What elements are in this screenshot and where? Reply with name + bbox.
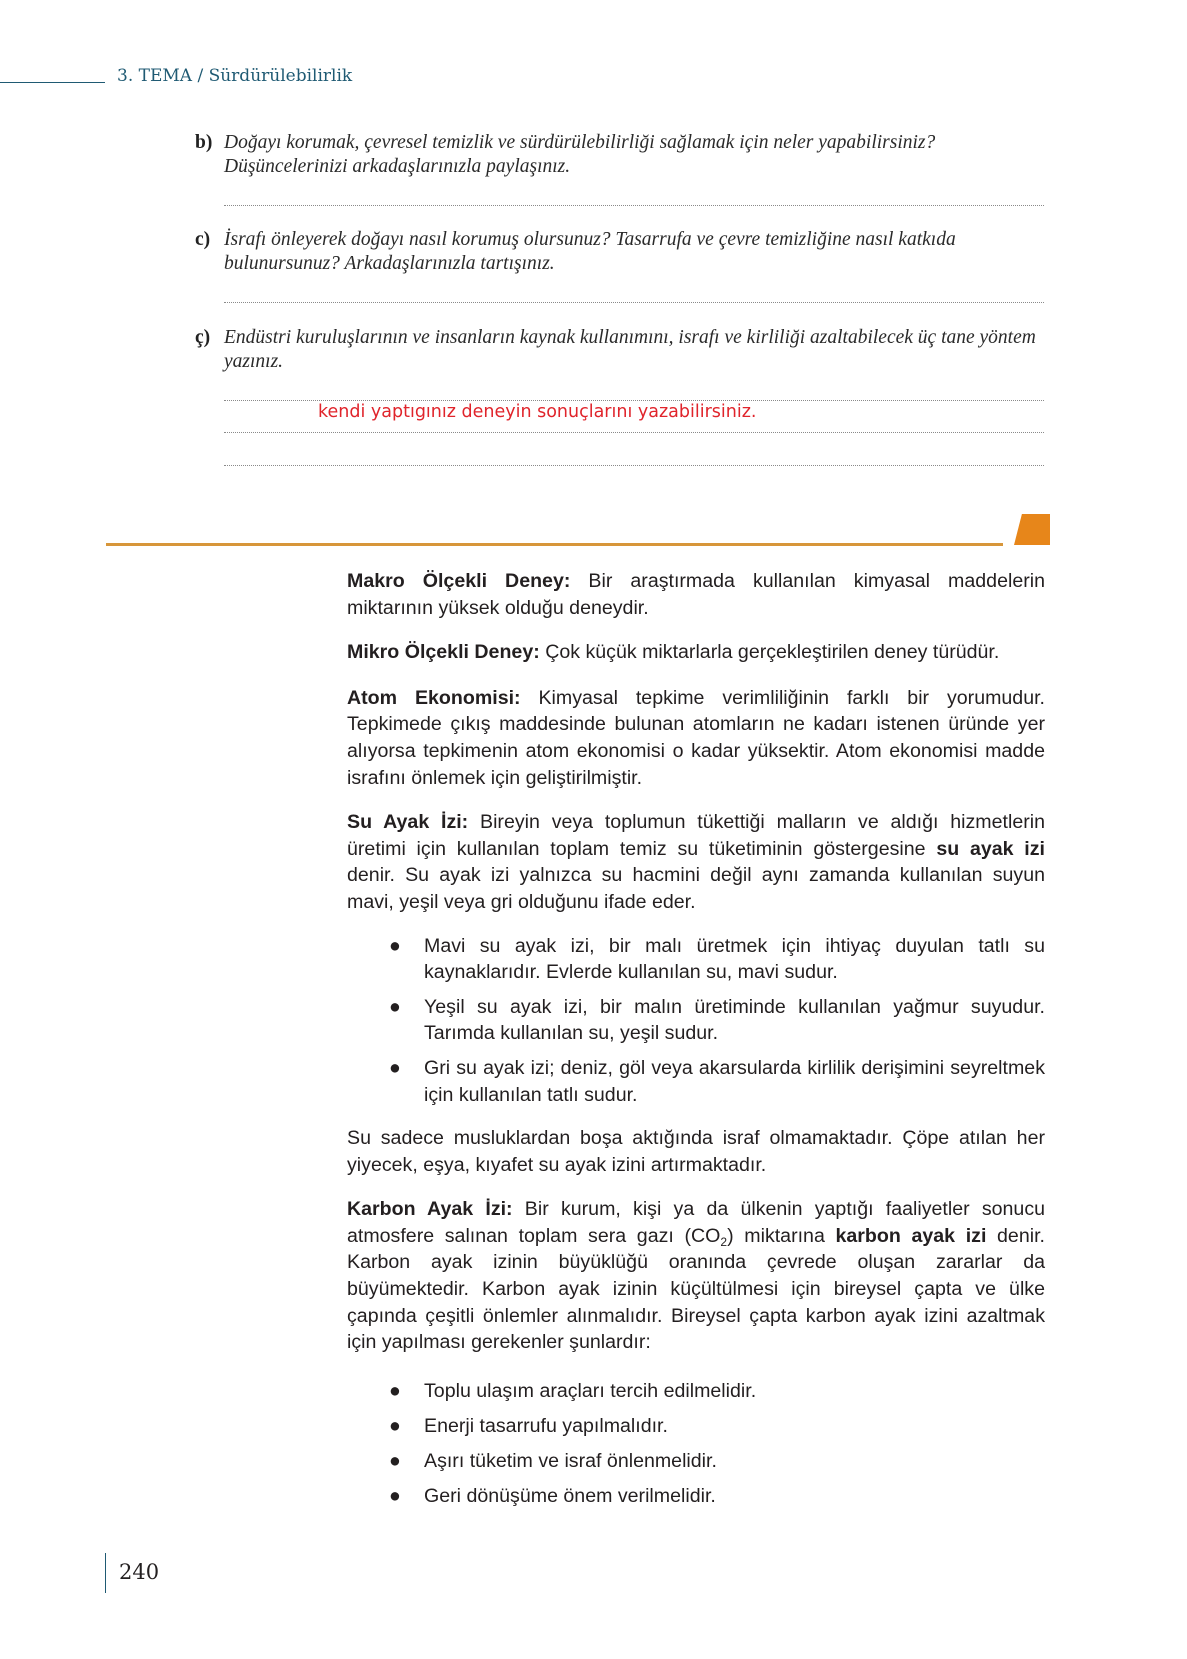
bullet-icon: ● xyxy=(389,1450,401,1473)
answer-line[interactable] xyxy=(224,302,1044,303)
term: Karbon Ayak İzi: xyxy=(347,1198,513,1221)
page-number: 240 xyxy=(119,1560,160,1584)
answer-line[interactable] xyxy=(224,465,1044,466)
question-label: b) xyxy=(195,132,213,153)
term: Atom Ekonomisi: xyxy=(347,686,521,709)
question-label: ç) xyxy=(195,327,211,348)
list-item: ● Yeşil su ayak izi, bir malın üretiminde kullanılan yağmur suyudur. Tarımda kullanılan su, yeşil sudur. xyxy=(389,995,1045,1045)
bullet-icon: ● xyxy=(389,1485,401,1508)
term: Su Ayak İzi: xyxy=(347,811,469,834)
list-item: ● Aşırı tüketim ve israf önlenmelidir. xyxy=(347,1448,1045,1475)
bullet-icon: ● xyxy=(389,1056,401,1079)
bullet-icon: ● xyxy=(389,934,401,957)
list-item: ● Enerji tasarrufu yapılmalıdır. xyxy=(347,1413,1045,1440)
term: Mikro Ölçekli Deney: xyxy=(347,641,540,664)
section-marker-icon xyxy=(1014,514,1050,545)
list-item: ● Toplu ulaşım araçları tercih edilmelidir. xyxy=(347,1378,1045,1405)
question-b xyxy=(195,131,1045,179)
karbon-ayak-izi-list xyxy=(347,1378,1045,1510)
definition-makro: Makro Ölçekli Deney: Bir araştırmada kullanılan kimyasal maddelerin miktarının yüksek olduğu deneydir. xyxy=(347,570,1045,619)
definition-atom-ekonomisi: Atom Ekonomisi: Kimyasal tepkime verimliliğinin farklı bir yorumudur. Tepkimede çıkış maddesinde bulunan atomların ne kadarı istenen üründe yer alıyorsa tepkimenin atom ekonomisi o kadar yüksektir. Atom ekonomisi madde israfını önlemek için geliştirilmiştir. xyxy=(347,686,1045,789)
answer-line[interactable] xyxy=(224,205,1044,206)
definition-karbon-ayak-izi: Karbon Ayak İzi: Bir kurum, kişi ya da ülkenin yaptığı faaliyetler sonucu atmosfere salınan toplam sera gazı $(CO_2)$ miktarına karbon ayak izi denir. Karbon ayak izinin büyüklüğü oranında çevrede oluşan zararlar da büyümektedir. Karbon ayak izinin küçültülmesi için bireysel çapta ve ülke çapında çeşitli önlemler alınmalıdır. Bireysel çapta karbon ayak izini azaltmak için yapılması gerekenler şunlardır: xyxy=(347,1198,1046,1354)
list-item: ● Mavi su ayak izi, bir malı üretmek için ihtiyaç duyulan tatlı su kaynaklarıdır. Evlerde kullanılan su, mavi sudur. xyxy=(389,934,1045,984)
question-c xyxy=(195,228,1045,276)
page-number-rule xyxy=(105,1553,106,1593)
question-text: İsrafı önleyerek doğayı nasıl korumuş olursunuz? Tasarrufa ve çevre temizliğine nasıl katkıda bulunursunuz? Arkadaşlarınızla tartışınız. xyxy=(224,229,956,274)
bullet-icon: ● xyxy=(389,995,401,1018)
header-rule xyxy=(0,82,105,83)
question-label: c) xyxy=(195,229,211,250)
question-c-cedilla xyxy=(195,326,1045,374)
su-ayak-izi-list xyxy=(347,933,1045,1109)
question-text: Endüstri kuruluşlarının ve insanların kaynak kullanımını, israfı ve kirliliği azaltabilecek üç tane yöntem yazınız. xyxy=(224,327,1036,372)
bullet-icon: ● xyxy=(389,1415,401,1438)
bullet-icon: ● xyxy=(389,1379,401,1402)
su-ayak-izi-note: Su sadece musluklardan boşa aktığında israf olmamaktadır. Çöpe atılan her yiyecek, eşya, kıyafet su ayak izini artırmaktadır. xyxy=(347,1127,1045,1176)
definition-su-ayak-izi: Su Ayak İzi: Bireyin veya toplumun tükettiği malların ve aldığı hizmetlerin üretimi için kullanılan toplam temiz su tüketiminin göstergesine su ayak izi denir. Su ayak izi yalnızca su hacmini değil aynı zamanda kullanılan suyun mavi, yeşil veya gri olduğunu ifade eder. xyxy=(347,811,1045,913)
answer-line[interactable] xyxy=(224,432,1044,433)
handwritten-answer: kendi yaptıgınız deneyin sonuçlarını yazabilirsiniz. xyxy=(318,402,757,422)
list-item: ● Gri su ayak izi; deniz, göl veya akarsularda kirlilik derişimini seyreltmek için kullanılan tatlı sudur. xyxy=(389,1056,1045,1106)
term: Makro Ölçekli Deney: xyxy=(347,570,571,592)
answer-line[interactable] xyxy=(224,400,1044,401)
running-title: 3. TEMA / Sürdürülebilirlik xyxy=(117,66,353,86)
section-divider xyxy=(106,543,1003,546)
definitions-section xyxy=(347,568,1045,1527)
definition-mikro: Mikro Ölçekli Deney: Çok küçük miktarlarla gerçekleştirilen deney türüdür. xyxy=(347,641,1000,664)
list-item: ● Geri dönüşüme önem verilmelidir. xyxy=(347,1483,1045,1510)
question-text: Doğayı korumak, çevresel temizlik ve sürdürülebilirliği sağlamak için neler yapabilirsiniz? Düşüncelerinizi arkadaşlarınızla paylaşınız. xyxy=(224,132,936,177)
